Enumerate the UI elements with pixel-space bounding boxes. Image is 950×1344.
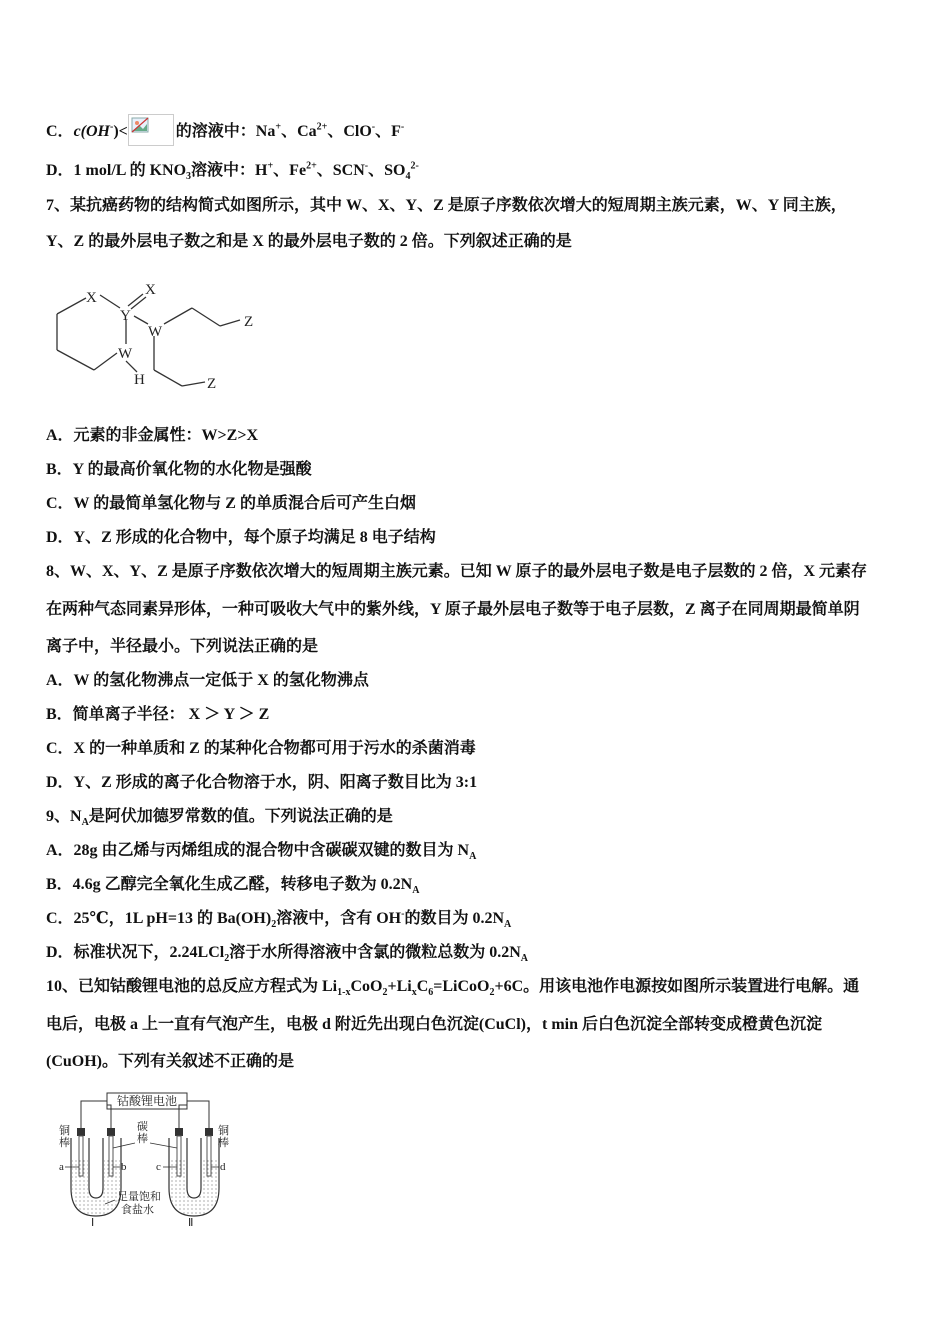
atom-label-z: Z [207, 376, 217, 392]
q6-option-c: C．c(OH-)< 的溶液中：Na+、$Ca^{2+}$、ClO-、F- [46, 114, 404, 146]
q9-option-b: B．4.6g 乙醇完全氧化生成乙醛，转移电子数为 $0.2N_A$ [46, 876, 420, 897]
cell-1-label: Ⅰ [91, 1217, 95, 1228]
q9-option-a: A．28g 由乙烯与丙烯组成的混合物中含碳碳双键的数目为 $N_A$ [46, 842, 477, 863]
label-brine: 食盐水 [121, 1204, 154, 1216]
electrode-a-label: a [59, 1161, 64, 1173]
q7-option-c: C．W 的最简单氢化物与 Z 的单质混合后可产生白烟 [46, 495, 416, 512]
atom-label-h: H [134, 372, 145, 388]
q7-option-b: B．Y 的最高价氧化物的水化物是强酸 [46, 461, 312, 478]
q6-option-d: D．1 mol/L 的 $KNO_3$溶液中：H+、$Fe^{2+}$、SCN-、$SO_4^{2-}$ [46, 160, 419, 183]
q8-option-b: B．简单离子半径： X ＞ Y ＞ Z [46, 706, 270, 723]
q8-stem-line2: 在两种气态同素异形体，一种可吸收大气中的紫外线，Y 原子最外层电子数等于电子层数，Z 离子在同周期最简单阴 [46, 601, 860, 618]
q9-option-d: D．标准状况下，2.24LCl$_2$溶于水所得溶液中含氯的微粒总数为 $0.2N_A$ [46, 944, 529, 965]
q8-option-c: C．X 的一种单质和 Z 的某种化合物都可用于污水的杀菌消毒 [46, 740, 476, 757]
battery-label: 钴酸锂电池 [116, 1094, 178, 1108]
electrode-b-label: b [121, 1161, 127, 1173]
q7-option-d: D．Y、Z 形成的化合物中，每个原子均满足 8 电子结构 [46, 529, 436, 546]
q10-stem-line1: 10、已知钴酸锂电池的总反应方程式为 $Li_{1-x}CoO_2+Li_xC_6=LiCoO_2+6C$。用该电池作电源按如图所示装置进行电解。通 [46, 978, 860, 999]
label-brine: 足量饱和 [117, 1191, 161, 1203]
q10-electrolysis-figure [55, 1088, 235, 1228]
cell-2-label: Ⅱ [188, 1217, 194, 1228]
label-carbon-rods: 棒 [137, 1133, 148, 1145]
q9-stem: 9、$N_A$是阿伏加德罗常数的值。下列说法正确的是 [46, 808, 393, 829]
q8-stem-line1: 8、W、X、Y、Z 是原子序数依次增大的短周期主族元素。已知 W 原子的最外层电子数是电子层数的 2 倍，X 元素存 [46, 563, 868, 580]
q7-structure-figure [50, 278, 270, 393]
q8-stem-line3: 离子中，半径最小。下列说法正确的是 [46, 638, 319, 655]
atom-label-y: Y [120, 308, 131, 324]
label-copper-rod-right: 铜 [218, 1125, 229, 1137]
label-copper-rod-right: 棒 [218, 1137, 229, 1149]
label-copper-rod-left: 铜 [59, 1125, 70, 1137]
electrode-d-label: d [220, 1161, 226, 1173]
q7-stem-line1: 7、某抗癌药物的结构简式如图所示，其中 W、X、Y、Z 是原子序数依次增大的短周期主族元素，W、Y 同主族， [46, 197, 847, 214]
atom-label-x: X [86, 290, 97, 306]
label-carbon-rods: 碳 [137, 1121, 148, 1133]
atom-label-w: W [118, 346, 133, 362]
q7-stem-line2: Y、Z 的最外层电子数之和是 X 的最外层电子数的 2 倍。下列叙述正确的是 [46, 233, 572, 250]
q7-option-a: A．元素的非金属性：W>Z>X [46, 427, 259, 444]
atom-label-z: Z [244, 314, 254, 330]
q10-stem-line3: (CuOH)。下列有关叙述不正确的是 [46, 1053, 295, 1070]
electrode-c-label: c [156, 1161, 161, 1173]
q8-option-a: A．W 的氢化物沸点一定低于 X 的氢化物沸点 [46, 672, 369, 689]
q10-stem-line2: 电后，电极 a 上一直有气泡产生，电极 d 附近先出现白色沉淀(CuCl)，t min 后白色沉淀全部转变成橙黄色沉淀 [46, 1016, 823, 1033]
q8-option-d: D．Y、Z 形成的离子化合物溶于水，阴、阳离子数目比为 3:1 [46, 774, 478, 791]
atom-label-w: W [148, 324, 163, 340]
atom-label-x: X [145, 282, 156, 298]
label-copper-rod-left: 棒 [59, 1137, 70, 1149]
q9-option-c: C．25℃，1L pH=13 的 $Ba(OH)_2$溶液中，含有 OH-的数目为 $0.2N_A$ [46, 908, 512, 931]
broken-image-icon [128, 114, 174, 146]
